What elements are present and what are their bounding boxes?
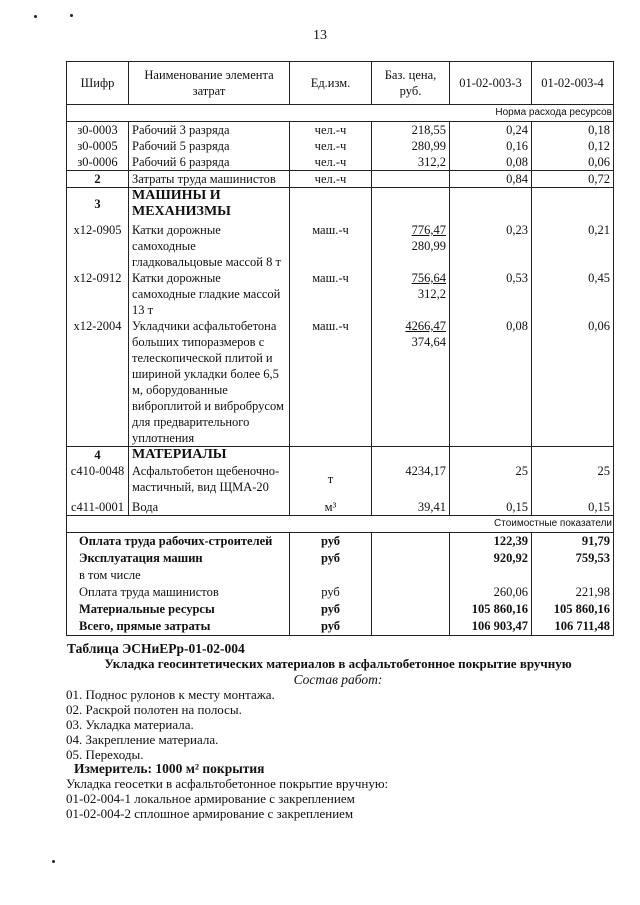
row-value-4: 0,06	[532, 154, 614, 171]
header-col-4: 01-02-003-4	[532, 62, 614, 105]
empty-cell	[372, 533, 450, 551]
row-price	[372, 318, 450, 447]
total-value-3: 122,39	[450, 533, 532, 551]
row-price	[372, 171, 450, 188]
row-code: х12-2004	[67, 318, 129, 447]
row-price: 312,2	[372, 154, 450, 171]
scan-speck	[34, 15, 37, 18]
empty-cell	[532, 188, 614, 221]
row-value-4: 25	[532, 463, 614, 495]
total-value-3	[450, 567, 532, 584]
row-value-3: 0,84	[450, 171, 532, 188]
section-title: МАШИНЫ И МЕХАНИЗМЫ	[129, 188, 290, 221]
total-value-3: 920,92	[450, 550, 532, 567]
row-code: з0-0003	[67, 122, 129, 139]
meter-label: Измеритель: 1000 м² покрытия	[74, 761, 265, 776]
price-main: 776,47	[411, 223, 446, 237]
row-value-4: 0,45	[532, 270, 614, 318]
row-code: с411-0001	[67, 495, 129, 516]
empty-cell	[372, 601, 450, 618]
header-unit: Ед.изм.	[290, 62, 372, 105]
total-unit: руб	[290, 550, 372, 567]
price-secondary: 374,64	[411, 335, 446, 349]
norm-label-row	[67, 105, 614, 122]
row-name: Рабочий 5 разряда	[129, 138, 290, 154]
row-value-3: 0,23	[450, 220, 532, 270]
section-code: 3	[67, 188, 129, 221]
table-header-row	[67, 62, 614, 105]
row-unit: чел.-ч	[290, 138, 372, 154]
row-unit: чел.-ч	[290, 171, 372, 188]
row-name: Асфальтобетон щебеночно-мастичный, вид ЩМА-20	[129, 463, 290, 495]
row-value-3: 0,15	[450, 495, 532, 516]
total-name: Материальные ресурсы	[67, 601, 290, 618]
row-price: 280,99	[372, 138, 450, 154]
total-name: Эксплуатация машин	[67, 550, 290, 567]
section-subtitle: Укладка геосинтетических материалов в асфальтобетонное покрытие вручную	[104, 656, 572, 671]
row-unit: маш.-ч	[290, 220, 372, 270]
row-value-4: 0,18	[532, 122, 614, 139]
row-code: з0-0005	[67, 138, 129, 154]
table-row	[67, 154, 614, 171]
total-value-4: 91,79	[532, 533, 614, 551]
cost-label-row	[67, 516, 614, 533]
total-unit	[290, 567, 372, 584]
list-item: 01-02-004-2 сплошное армирование с закреплением	[66, 806, 354, 821]
total-row	[67, 567, 614, 584]
total-value-4: 759,53	[532, 550, 614, 567]
work-item: 03. Укладка материала.	[66, 717, 194, 732]
empty-cell	[372, 618, 450, 636]
empty-cell	[372, 567, 450, 584]
total-unit: руб	[290, 618, 372, 636]
total-unit: руб	[290, 584, 372, 601]
row-unit: маш.-ч	[290, 318, 372, 447]
row-value-3: 25	[450, 463, 532, 495]
table-row	[67, 122, 614, 139]
total-row	[67, 601, 614, 618]
row-code: 2	[67, 171, 129, 188]
page-number: 13	[313, 28, 327, 43]
total-name: Всего, прямые затраты	[67, 618, 290, 636]
row-code: х12-0905	[67, 220, 129, 270]
empty-cell	[532, 447, 614, 464]
total-unit: руб	[290, 601, 372, 618]
table-title: Таблица ЭСНиЕРр-01-02-004	[67, 641, 245, 656]
total-value-3: 106 903,47	[450, 618, 532, 636]
work-item: 02. Раскрой полотен на полосы.	[66, 702, 242, 717]
header-col-3: 01-02-003-3	[450, 62, 532, 105]
row-name: Вода	[129, 495, 290, 516]
total-name: Оплата труда рабочих-строителей	[67, 533, 290, 551]
section-code: 4	[67, 447, 129, 464]
machines-section-row	[67, 188, 614, 221]
row-value-4: 0,21	[532, 220, 614, 270]
price-main: 4266,47	[405, 319, 446, 333]
row-name: Затраты труда машинистов	[129, 171, 290, 188]
row-name: Катки дорожные самоходные гладковальцовые массой 8 т	[129, 220, 290, 270]
table-row	[67, 495, 614, 516]
row-unit: маш.-ч	[290, 270, 372, 318]
empty-cell	[372, 584, 450, 601]
row-unit: т	[290, 463, 372, 495]
row-value-3: 0,24	[450, 122, 532, 139]
total-value-3: 105 860,16	[450, 601, 532, 618]
total-row	[67, 618, 614, 636]
row-price: 39,41	[372, 495, 450, 516]
resource-table	[66, 61, 614, 636]
table-row	[67, 220, 614, 270]
scan-speck	[52, 860, 55, 863]
price-main: 756,64	[411, 271, 446, 285]
row-unit: чел.-ч	[290, 122, 372, 139]
total-unit: руб	[290, 533, 372, 551]
row-price: 4234,17	[372, 463, 450, 495]
row-value-3: 0,08	[450, 318, 532, 447]
total-value-4: 106 711,48	[532, 618, 614, 636]
row-price	[372, 270, 450, 318]
section-title: МАТЕРИАЛЫ	[129, 447, 290, 464]
empty-cell	[290, 188, 372, 221]
row-value-3: 0,16	[450, 138, 532, 154]
total-name: Оплата труда машинистов	[67, 584, 290, 601]
row-name: Укладчики асфальтобетона больших типоразмеров с телескопической плитой и шириной укладки более 6,5 м, оборудованные виброплитой и вибробрусом для предварительного уплотнения	[129, 318, 290, 447]
header-name: Наименование элемента затрат	[129, 62, 290, 105]
total-value-4	[532, 567, 614, 584]
table-row	[67, 270, 614, 318]
price-secondary: 280,99	[411, 239, 446, 253]
materials-section-row	[67, 447, 614, 464]
empty-cell	[372, 550, 450, 567]
row-price: 218,55	[372, 122, 450, 139]
cost-label: Стоимостные показатели	[67, 516, 614, 533]
row-value-4: 0,15	[532, 495, 614, 516]
work-item: 01. Поднос рулонов к месту монтажа.	[66, 687, 275, 702]
row-value-3: 0,08	[450, 154, 532, 171]
header-price: Баз. цена, руб.	[372, 62, 450, 105]
row-name: Рабочий 6 разряда	[129, 154, 290, 171]
table-row	[67, 138, 614, 154]
header-code: Шифр	[67, 62, 129, 105]
empty-cell	[290, 447, 372, 464]
machinist-row	[67, 171, 614, 188]
list-item: 01-02-004-1 локальное армирование с закреплением	[66, 791, 355, 806]
row-unit: м³	[290, 495, 372, 516]
work-item: 05. Переходы.	[66, 747, 144, 762]
row-code: с410-0048	[67, 463, 129, 495]
table-row	[67, 463, 614, 495]
row-price	[372, 220, 450, 270]
row-value-3: 0,53	[450, 270, 532, 318]
works-title: Состав работ:	[293, 672, 383, 687]
row-value-4: 0,72	[532, 171, 614, 188]
row-value-4: 0,06	[532, 318, 614, 447]
price-secondary: 312,2	[417, 287, 446, 301]
norm-label: Норма расхода ресурсов	[67, 105, 614, 122]
row-name: Рабочий 3 разряда	[129, 122, 290, 139]
row-code: з0-0006	[67, 154, 129, 171]
work-item: 04. Закрепление материала.	[66, 732, 219, 747]
empty-cell	[372, 447, 450, 464]
empty-cell	[450, 188, 532, 221]
total-value-4: 221,98	[532, 584, 614, 601]
total-row	[67, 533, 614, 551]
table-row	[67, 318, 614, 447]
row-value-4: 0,12	[532, 138, 614, 154]
total-value-3: 260,06	[450, 584, 532, 601]
empty-cell	[372, 188, 450, 221]
total-name: в том числе	[67, 567, 290, 584]
description: Укладка геосетки в асфальтобетонное покрытие вручную:	[66, 776, 389, 791]
empty-cell	[450, 447, 532, 464]
scan-speck	[70, 14, 73, 17]
total-value-4: 105 860,16	[532, 601, 614, 618]
row-code: х12-0912	[67, 270, 129, 318]
total-row	[67, 550, 614, 567]
row-name: Катки дорожные самоходные гладкие массой 13 т	[129, 270, 290, 318]
total-row	[67, 584, 614, 601]
row-unit: чел.-ч	[290, 154, 372, 171]
